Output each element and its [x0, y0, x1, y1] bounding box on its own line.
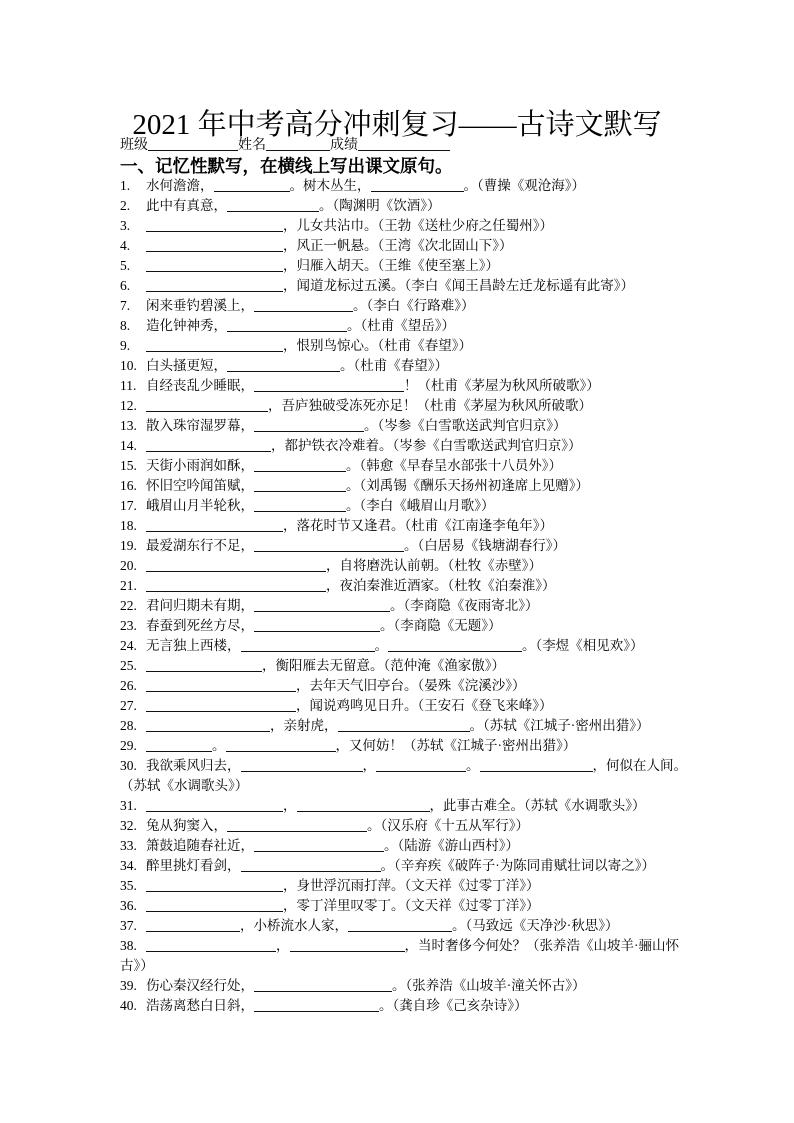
answer-blank: [146, 438, 271, 452]
question-item: [120, 376, 692, 396]
question-number: 15.: [120, 458, 137, 473]
poem-text: 。: [346, 458, 360, 473]
poem-text: ，风正一帆悬。: [283, 238, 378, 253]
poem-text: ，何似在人间。: [592, 758, 687, 773]
poem-text: 自经丧乱少睡眠，: [146, 378, 254, 393]
poem-text: 。: [346, 498, 360, 513]
question-number: 27.: [120, 698, 137, 713]
question-number: 23.: [120, 618, 137, 633]
poem-text: 。: [319, 198, 333, 213]
answer-blank: [480, 758, 593, 772]
question-number: 36.: [120, 898, 137, 913]
poem-text: 造化钟神秀，: [146, 318, 227, 333]
question-number: 33.: [120, 838, 137, 853]
poem-text: ，恨别鸟惊心。: [283, 338, 378, 353]
question-number: 6.: [120, 278, 131, 293]
question-item: [120, 316, 692, 336]
question-number: 21.: [120, 578, 137, 593]
poem-text: 春蚕到死丝方尽，: [146, 618, 254, 633]
source-citation: （龚自珍《己亥杂诗》）: [392, 998, 528, 1013]
question-item: [120, 436, 692, 456]
answer-blank: [254, 298, 353, 312]
answer-blank: [226, 738, 336, 752]
question-item: [120, 696, 692, 716]
answer-blank: [241, 638, 375, 652]
question-number: 37.: [120, 918, 137, 933]
question-number: 18.: [120, 518, 137, 533]
poem-text: 。: [347, 318, 361, 333]
answer-blank: [254, 498, 346, 512]
poem-text: ，落花时节又逢君。: [283, 518, 405, 533]
source-citation: （苏轼《江城子·密州出猎》）: [403, 738, 577, 753]
question-item: [120, 396, 692, 416]
answer-blank: [214, 178, 290, 192]
poem-text: 。: [212, 738, 226, 753]
poem-text: 无言独上西楼，: [146, 638, 241, 653]
question-number: 38.: [120, 938, 137, 953]
source-citation: （苏轼《江城子·密州出猎》）: [483, 718, 650, 733]
poem-text: ，归雁入胡天。: [283, 258, 378, 273]
poem-text: 醉里挑灯看剑，: [146, 858, 241, 873]
poem-text: ！: [404, 378, 418, 393]
source-citation: （李白《峨眉山月歌》）: [359, 498, 495, 513]
source-citation: （晏殊《浣溪沙》）: [417, 678, 526, 693]
answer-blank: [146, 898, 283, 912]
question-item: [120, 676, 692, 696]
answer-blank: [146, 718, 270, 732]
name-label: 姓名: [238, 138, 266, 153]
question-item: [120, 516, 692, 536]
poem-text: ，: [362, 758, 376, 773]
question-item: [120, 576, 692, 596]
poem-text: ，亲射虎，: [270, 718, 338, 733]
question-item: [120, 236, 692, 256]
worksheet-title: 2021 年中考高分冲刺复习——古诗文默写: [132, 109, 662, 141]
poem-text: ，夜泊秦淮近酒家。: [326, 578, 448, 593]
source-citation: （张养浩《山坡羊·潼关怀古》）: [405, 978, 586, 993]
question-number: 10.: [120, 358, 137, 373]
poem-text: 。: [452, 918, 466, 933]
question-item: [120, 976, 692, 996]
question-number: 19.: [120, 538, 137, 553]
poem-text: 天街小雨润如酥，: [146, 458, 254, 473]
question-item: [120, 216, 692, 236]
source-citation: （杜甫《春望》）: [377, 338, 472, 353]
poem-text: 。: [380, 618, 394, 633]
question-item: [120, 416, 692, 436]
answer-blank: [146, 238, 283, 252]
source-citation: （杜牧《赤壁》）: [447, 558, 542, 573]
source-citation: （李商隐《无题》）: [393, 618, 502, 633]
source-citation: （汉乐府《十五从军行》）: [380, 818, 529, 833]
question-item: [120, 476, 692, 496]
poem-text: 。: [340, 358, 354, 373]
poem-text: 兔从狗窦入，: [146, 818, 227, 833]
question-number: 8.: [120, 318, 131, 333]
source-citation: （曹操《观沧海》）: [477, 178, 585, 193]
answer-blank: [227, 318, 347, 332]
poem-text: ，儿女共沾巾。: [283, 218, 378, 233]
source-citation: （刘禹锡《酬乐天扬州初逢席上见赠》）: [359, 478, 589, 493]
poem-text: ，当时奢侈今何处？: [404, 938, 526, 953]
question-number: 1.: [120, 178, 131, 193]
poem-text: 箫鼓追随春社近，: [146, 838, 254, 853]
answer-blank: [348, 918, 452, 932]
poem-text: 怀旧空吟闻笛赋，: [146, 478, 254, 493]
answer-blank: [146, 698, 296, 712]
question-number: 22.: [120, 598, 137, 613]
poem-text: 。: [522, 638, 536, 653]
answer-blank: [254, 458, 346, 472]
answer-blank: [146, 278, 283, 292]
answer-blank: [290, 938, 405, 952]
question-number: 39.: [120, 978, 137, 993]
poem-text: 。树木丛生，: [289, 178, 371, 193]
question-item: [120, 256, 692, 276]
source-citation: （陆游《游山西村》）: [397, 838, 519, 853]
answer-blank: [146, 398, 268, 412]
poem-text: 。: [392, 978, 406, 993]
question-number: 30.: [120, 758, 137, 773]
question-item: [120, 356, 692, 376]
poem-text: 。: [379, 998, 393, 1013]
poem-text: 。: [463, 178, 477, 193]
question-number: 35.: [120, 878, 137, 893]
source-citation: （辛弃疾《破阵子·为陈同甫赋壮词以寄之》）: [394, 858, 655, 873]
answer-blank: [254, 418, 364, 432]
answer-blank: [146, 918, 240, 932]
source-citation: （苏轼《水调歌头》）: [524, 798, 646, 813]
poem-text: ，去年天气旧亭台。: [296, 678, 418, 693]
question-number: 12.: [120, 398, 137, 413]
source-citation: （文天祥《过零丁洋》）: [404, 898, 540, 913]
question-item: [120, 456, 692, 476]
poem-text: 。: [469, 718, 483, 733]
poem-text: 。: [390, 598, 404, 613]
question-item: [120, 196, 692, 216]
answer-blank: [254, 598, 390, 612]
poem-text: 。: [346, 478, 360, 493]
source-citation: （杜甫《茅屋为秋风所破歌）: [416, 398, 592, 413]
answer-blank: [146, 338, 283, 352]
class-blank: [148, 138, 238, 151]
question-number: 2.: [120, 198, 131, 213]
question-number: 5.: [120, 258, 131, 273]
source-citation: （白居易《钱塘湖春行》）: [417, 538, 566, 553]
question-item: [120, 916, 692, 936]
poem-text: 散入珠帘湿罗幕，: [146, 418, 254, 433]
question-number: 3.: [120, 218, 131, 233]
source-citation: （杜甫《茅屋为秋风所破歌》）: [417, 378, 600, 393]
poem-text: 。: [404, 538, 418, 553]
source-citation: （杜甫《望岳》）: [360, 318, 455, 333]
answer-blank: [338, 718, 470, 732]
source-citation: （杜甫《江南逢李龟年》）: [404, 518, 553, 533]
answer-blank: [146, 738, 212, 752]
question-number: 16.: [120, 478, 137, 493]
source-citation: （张养浩《山坡羊·骊山怀古》）: [120, 938, 679, 973]
source-citation: （李煜《相见欢》）: [535, 638, 644, 653]
student-info-line: [120, 137, 450, 155]
answer-blank: [146, 878, 283, 892]
poem-text: 我欲乘风归去，: [146, 758, 241, 773]
question-item: [120, 296, 692, 316]
question-item: [120, 896, 692, 916]
question-number: 26.: [120, 678, 137, 693]
source-citation: （岑参《白雪歌送武判官归京》）: [377, 418, 567, 433]
poem-text: ，身世浮沉雨打萍。: [283, 878, 405, 893]
question-item: [120, 876, 692, 896]
source-citation: （苏轼《水调歌头》）: [120, 778, 249, 793]
poem-text: 。: [367, 818, 381, 833]
answer-blank: [254, 838, 384, 852]
answer-blank: [146, 518, 283, 532]
poem-text: ，衡阳雁去无留意。: [262, 658, 384, 673]
question-item: [120, 276, 692, 296]
poem-text: ，又何妨！: [335, 738, 403, 753]
poem-text: ，零丁洋里叹零丁。: [283, 898, 405, 913]
question-item: [120, 596, 692, 616]
poem-text: ，: [283, 798, 297, 813]
answer-blank: [254, 538, 404, 552]
answer-blank: [254, 618, 380, 632]
poem-text: 伤心秦汉经行处，: [146, 978, 254, 993]
answer-blank: [146, 798, 283, 812]
question-number: 9.: [120, 338, 131, 353]
answer-blank: [254, 978, 392, 992]
question-list: [120, 176, 692, 1016]
poem-text: ，小桥流水人家，: [240, 918, 348, 933]
source-citation: （文天祥《过零丁洋》）: [404, 878, 540, 893]
name-blank: [266, 138, 330, 151]
question-number: 31.: [120, 798, 137, 813]
source-citation: （马致远《天净沙·秋思》）: [465, 918, 619, 933]
poem-text: ，自将磨洗认前朝。: [326, 558, 448, 573]
poem-text: ，: [276, 938, 290, 953]
question-number: 7.: [120, 298, 131, 313]
poem-text: ，闻说鸡鸣见日升。: [296, 698, 418, 713]
poem-text: 水何澹澹，: [146, 178, 214, 193]
source-citation: （杜牧《泊秦淮》）: [447, 578, 556, 593]
answer-blank: [227, 358, 340, 372]
score-blank: [358, 138, 450, 151]
question-number: 40.: [120, 998, 137, 1013]
score-label: 成绩: [330, 138, 358, 153]
poem-text: ，都护铁衣冷难着。: [271, 438, 393, 453]
question-item: [120, 636, 692, 656]
answer-blank: [146, 658, 262, 672]
source-citation: （李白《行路难》）: [366, 298, 475, 313]
answer-blank: [227, 818, 367, 832]
question-item: [120, 716, 692, 736]
source-citation: （李商隐《夜雨寄北》）: [403, 598, 539, 613]
question-item: [120, 816, 692, 836]
poem-text: 。: [384, 838, 398, 853]
answer-blank: [146, 678, 296, 692]
source-citation: （杜甫《春望》）: [353, 358, 448, 373]
question-item: [120, 836, 692, 856]
answer-blank: [254, 478, 346, 492]
question-number: 28.: [120, 718, 137, 733]
poem-text: 。: [364, 418, 378, 433]
poem-text: 。: [353, 298, 367, 313]
source-citation: （王湾《次北固山下》）: [377, 238, 513, 253]
source-citation: （陶渊明《饮酒》）: [332, 198, 441, 213]
answer-blank: [371, 178, 464, 192]
question-number: 29.: [120, 738, 137, 753]
answer-blank: [146, 938, 276, 952]
question-item: [120, 736, 692, 756]
question-item: [120, 796, 692, 816]
question-number: 24.: [120, 638, 137, 653]
source-citation: （王维《使至塞上》）: [377, 258, 499, 273]
question-number: 4.: [120, 238, 131, 253]
question-item: [120, 936, 692, 976]
answer-blank: [241, 858, 381, 872]
poem-text: 此中有真意，: [146, 198, 227, 213]
source-citation: （王勃《送杜少府之任蜀州》）: [377, 218, 553, 233]
source-citation: （范仲淹《渔家傲》）: [383, 658, 505, 673]
answer-blank: [146, 218, 283, 232]
question-number: 34.: [120, 858, 137, 873]
source-citation: （王安石《登飞来峰》）: [417, 698, 553, 713]
poem-text: 闲来垂钓碧溪上，: [146, 298, 254, 313]
question-number: 13.: [120, 418, 137, 433]
poem-text: 。: [374, 638, 388, 653]
answer-blank: [388, 638, 522, 652]
question-item: [120, 996, 692, 1016]
answer-blank: [254, 378, 404, 392]
source-citation: （韩愈《早春呈水部张十八员外》）: [359, 458, 562, 473]
poem-text: ，闻道龙标过五溪。: [283, 278, 405, 293]
poem-text: 白头搔更短，: [146, 358, 227, 373]
question-number: 14.: [120, 438, 137, 453]
poem-text: 君问归期未有期，: [146, 598, 254, 613]
question-item: [120, 536, 692, 556]
poem-text: 最爱湖东行不足，: [146, 538, 254, 553]
question-item: [120, 556, 692, 576]
answer-blank: [254, 998, 379, 1012]
question-item: [120, 656, 692, 676]
poem-text: 。: [380, 858, 394, 873]
answer-blank: [146, 258, 283, 272]
answer-blank: [297, 798, 430, 812]
poem-text: ，此事古难全。: [429, 798, 524, 813]
question-number: 25.: [120, 658, 137, 673]
question-item: [120, 856, 692, 876]
class-label: 班级: [120, 138, 148, 153]
question-item: [120, 496, 692, 516]
answer-blank: [227, 198, 319, 212]
question-item: [120, 616, 692, 636]
answer-blank: [376, 758, 466, 772]
answer-blank: [241, 758, 363, 772]
source-citation: （岑参《白雪歌送武判官归京》）: [392, 438, 582, 453]
question-number: 20.: [120, 558, 137, 573]
question-item: [120, 756, 692, 796]
poem-text: ，吾庐独破受冻死亦足！: [268, 398, 417, 413]
poem-text: 峨眉山月半轮秋，: [146, 498, 254, 513]
question-number: 32.: [120, 818, 137, 833]
poem-text: 浩荡离愁白日斜，: [146, 998, 254, 1013]
answer-blank: [146, 578, 326, 592]
question-number: 17.: [120, 498, 137, 513]
source-citation: （李白《闻王昌龄左迁龙标遥有此寄》）: [404, 278, 634, 293]
question-item: [120, 336, 692, 356]
question-number: 11.: [120, 378, 137, 393]
question-item: [120, 176, 692, 196]
answer-blank: [146, 558, 326, 572]
poem-text: 。: [466, 758, 480, 773]
section-heading: 一、记忆性默写，在横线上写出课文原句。: [120, 156, 453, 176]
